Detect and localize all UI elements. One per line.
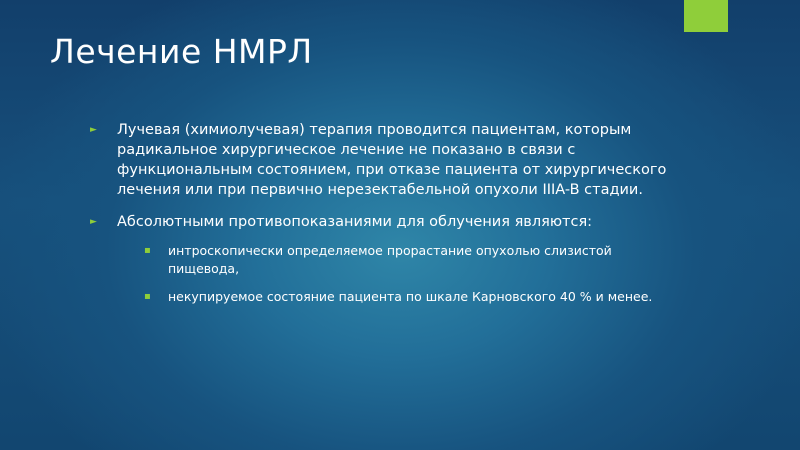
- slide-title: Лечение НМРЛ: [50, 32, 313, 71]
- bullet-item: [90, 212, 670, 306]
- bullet-text: Лучевая (химиолучевая) терапия проводится пациентам, которым радикальное хирургическое лечение не показано в связи с функциональным состоянием, при отказе пациента от хирургического лечения или при первично нерезектабельной опухоли IIIA-B стадии.: [117, 122, 667, 198]
- slide-content: [90, 120, 670, 306]
- arrow-right-icon: ►: [90, 125, 97, 135]
- accent-bar: [684, 0, 728, 32]
- sub-bullet-item: [144, 288, 670, 306]
- sub-bullet-text: некупируемое состояние пациента по шкале Карновского 40 % и менее.: [168, 289, 653, 304]
- arrow-right-icon: ►: [90, 217, 97, 227]
- dot-icon: ▪: [144, 291, 151, 302]
- bullet-item: [90, 120, 670, 200]
- dot-icon: ▪: [144, 245, 151, 256]
- sub-bullet-item: [144, 242, 670, 278]
- sub-bullet-text: интроскопически определяемое прорастание опухолью слизистой пищевода,: [168, 243, 612, 276]
- bullet-text: Абсолютными противопоказаниями для облучения являются:: [117, 214, 593, 230]
- sub-bullet-list: [144, 242, 670, 306]
